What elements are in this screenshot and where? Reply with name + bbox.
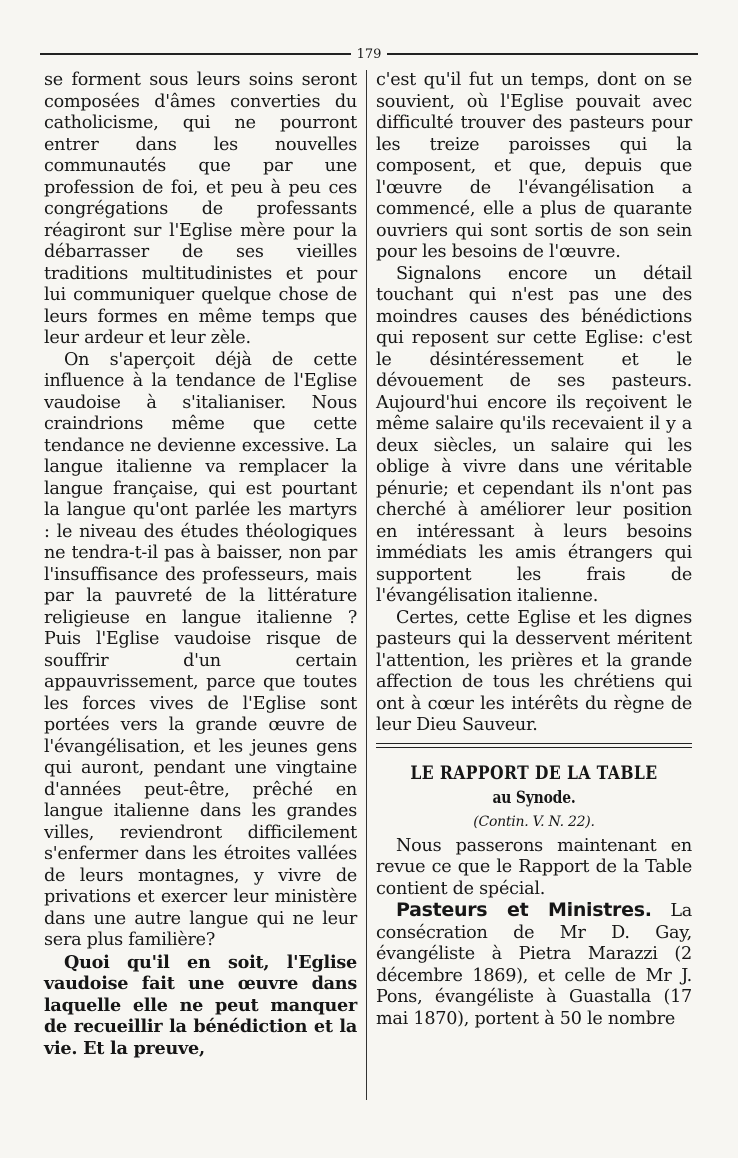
paragraph-5-text: La consécration de Mr D. Gay, évangéliste à Pietra Marazzi (2 décembre 1869), et celle de Mr J. Pons, évangéliste à Guastalla (17 mai 1870), portent à 50 le nombre <box>376 901 692 1029</box>
section-subtitle: au Synode. <box>492 787 576 808</box>
column-divider <box>366 70 367 1100</box>
right-paragraph-4: Nous passerons maintenant en revue ce que le Rapport de la Table contient de spécial. <box>376 835 692 899</box>
left-paragraph-1: se forment sous leurs soins seront composées d'âmes converties du catholicisme, qui ne pourront entrer dans les nouvelles communautés que par une profession de foi, et peu à peu ces congrégations de professants réagiront sur l'Eglise mère pour la débarrasser de ses vieilles traditions multitudinistes et pour lui communiquer quelque chose de leurs formes en même temps que leur ardeur et leur zèle. <box>44 70 357 348</box>
right-paragraph-3: Certes, cette Eglise et les dignes pasteurs qui la desservent méritent l'attention, les prières et la grande affection de tous les chrétiens qui ont à cœur les intérêts du règne de leur Dieu Sauveur. <box>376 607 692 735</box>
left-paragraph-3: Quoi qu'il en soit, l'Eglise vaudoise fait une œuvre dans laquelle elle ne peut manquer de recueillir la bénédiction et la vie. Et la preuve, <box>44 951 357 1059</box>
header-rule-left <box>40 53 351 54</box>
header-rule-right <box>387 53 698 54</box>
page-number: 179 <box>356 46 382 62</box>
right-paragraph-1: c'est qu'il fut un temps, dont on se souvient, où l'Eglise pouvait avec difficulté trouver des pasteurs pour les treize paroisses qui la composent, et que, depuis que l'œuvre de l'évangélisation a commencé, elle a plus de quarante ouvriers qui sont sortis de son sein pour les besoins de l'œuvre. <box>376 70 692 262</box>
left-paragraph-2: On s'aperçoit déjà de cette influence à la tendance de l'Eglise vaudoise à s'italianiser. Nous craindrions même que cette tendance ne devienne excessive. La langue italienne va remplacer la langue française, qui est pourtant la langue qu'ont parlée les martyrs : le niveau des études théologiques ne tendra-t-il pas à baisser, non par l'insuffisance des professeurs, mais par la pauvreté de la littérature religieuse en langue italienne ? Puis l'Eglise vaudoise risque de souffrir d'un certain appauvrissement, parce que toutes les forces vives de l'Eglise sont portées vers la grande œuvre de l'évangélisation, et les jeunes gens qui auront, pendant une vingtaine d'années peut-être, prêché en langue italienne dans les grandes villes, reviendront difficilement s'enfermer dans les étroites vallées de leurs montagnes, y vivre de privations et exercer leur ministère dans une autre langue qui ne leur sera plus familière? <box>44 349 357 950</box>
left-column <box>44 70 357 1059</box>
section-title: LE RAPPORT DE LA TABLE <box>410 761 658 784</box>
section-reference: (Contin. V. N. 22). <box>473 813 595 830</box>
right-column <box>376 70 692 1030</box>
page-header <box>40 46 698 62</box>
section-separator <box>376 743 692 748</box>
right-paragraph-5 <box>376 900 692 1030</box>
paragraph-lead-heading: Pasteurs et Ministres. <box>396 899 652 921</box>
right-paragraph-2: Signalons encore un détail touchant qui n'est pas une des moindres causes des bénédictions qui reposent sur cette Eglise: c'est le désintéressement et le dévouement de ses pasteurs. Aujourd'hui encore ils reçoivent le même salaire qu'ils recevaient il y a deux siècles, un salaire qui les oblige à vivre dans une véritable pénurie; et cependant ils n'ont pas cherché à améliorer leur position en intéressant à leurs besoins immédiats les amis étrangers qui supportent les frais de l'évangélisation italienne. <box>376 263 692 606</box>
